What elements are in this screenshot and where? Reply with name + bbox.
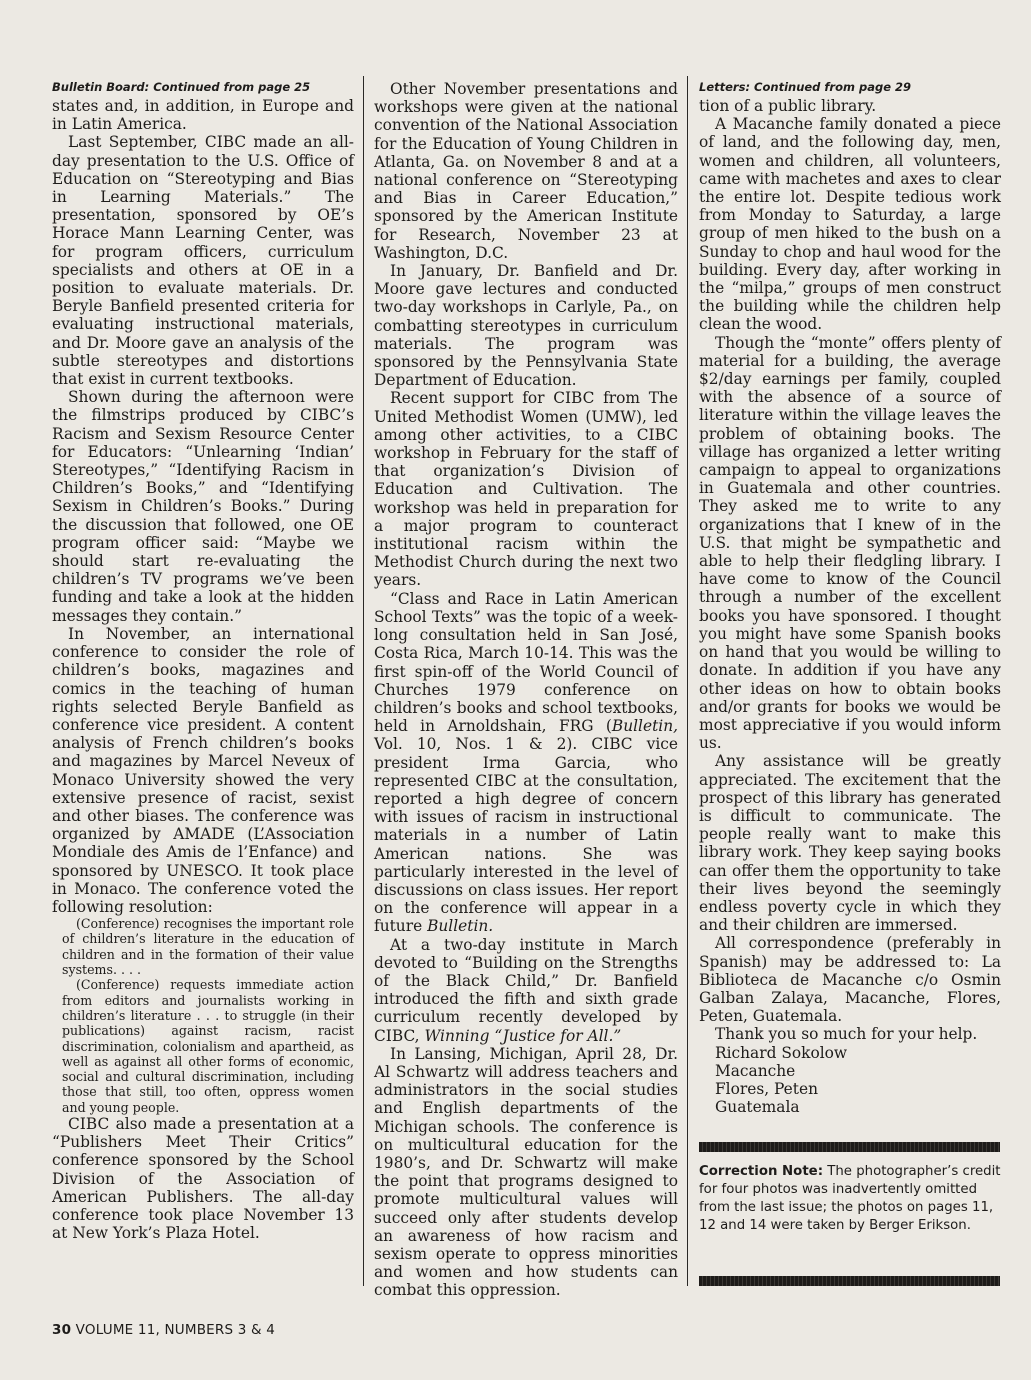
paragraph: All correspondence (preferably in Spanish) may be addressed to: La Biblioteca de Macanche c/o Osmin Galban Zalaya, Macanche, Flores, Peten, Guatemala. (699, 934, 1001, 1026)
column-rule (687, 76, 688, 1286)
page-footer (52, 1322, 275, 1338)
quote-paragraph: (Conference) requests immediate action from editors and journalists working in children’s literature . . . to struggle (in their publications) against racism, racist discrimination, colonialism and apartheid, as well as against all other forms of economic, social and cultural discrimination, including those that still, too often, oppress women and young people. (62, 977, 354, 1115)
correction-note (699, 1163, 1001, 1235)
paragraph: Shown during the afternoon were the filmstrips produced by CIBC’s Racism and Sexism Resource Center for Educators: “Unlearning ‘Indian’ Stereotypes,” “Identifying Racism in Children’s Books,” and “Identifying Sexism in Children’s Books.” During the discussion that followed, one OE program officer said: “Maybe we should start re-evaluating the children’s TV programs we’ve been funding and take a look at the hidden messages they contain.” (52, 388, 354, 625)
paragraph: In November, an international conference to consider the role of children’s books, magazines and comics in the teaching of human rights selected Beryle Banfield as conference vice president. A content analysis of French children’s books and magazines by Marcel Neveux of Monaco University showed the very extensive presence of racist, sexist and other biases. The conference was organized by AMADE (L’Association Mondiale des Amis de l’Enfance) and sponsored by UNESCO. It took place in Monaco. The conference voted the following resolution: (52, 624, 354, 916)
text-run: At a two-day institute in March devoted to “Building on the Strengths of the Black Child,” Dr. Banfield introduced the fifth and sixth grade curriculum recently developed by CIBC, (374, 935, 678, 1045)
correction-label: Correction Note: (699, 1164, 824, 1179)
text-run: Vol. 10, Nos. 1 & 2). CIBC vice president Irma Garcia, who represented CIBC at the consultation, reported a high degree of concern with issues of racism in instructional materials in a number of Latin American nations. She was particularly interested in the level of discussions on class issues. Her report on the conference will appear in a future (374, 735, 678, 936)
column-middle (374, 80, 678, 1300)
paragraph: Other November presentations and workshops were given at the national convention of the National Association for the Education of Young Children in Atlanta, Ga. on November 8 and at a national conference on “Stereotyping and Bias in Career Education,” sponsored by the American Institute for Research, November 23 at Washington, D.C. (374, 80, 678, 262)
signature-line: Flores, Peten (715, 1079, 818, 1098)
column-left (52, 80, 354, 1242)
paragraph: In Lansing, Michigan, April 28, Dr. Al Schwartz will address teachers and administrators in the social studies and English departments of the Michigan schools. The conference is on multicultural education for the 1980’s, and Dr. Schwartz will make the point that programs designed to promote multicultural values will succeed only after students develop an awareness of how racism and sexism operate to oppress minorities and women and how students can combat this oppression. (374, 1044, 678, 1300)
signature-line: Macanche (715, 1061, 796, 1080)
paragraph: Thank you so much for your help. (715, 1025, 978, 1044)
italic-title: Winning “Justice for All.” (424, 1026, 622, 1045)
continuation-kicker: Bulletin Board: Continued from page 25 (52, 80, 311, 94)
text-run: “Class and Race in Latin American School Texts” was the topic of a week-long consultation held in San José, Costa Rica, March 10-14. This was the first spin-off of the World Council of Churches 1979 conference on children’s books and school textbooks, held in Arnoldshain, FRG ( (374, 589, 678, 736)
page-number: 30 (52, 1322, 72, 1338)
quote-paragraph: (Conference) recognises the important role of children’s literature in the education of children and in the formation of their value systems. . . . (62, 916, 354, 978)
correction-text: The photographer’s credit for four photos was inadvertently omitted from the last issue; the photos on pages 11, 12 and 14 were taken by Berger Erikson. (699, 1164, 1001, 1233)
column-right (699, 80, 1001, 1116)
paragraph: CIBC also made a presentation at a “Publishers Meet Their Critics” conference sponsored by the School Division of the Association of American Publishers. The all-day conference took place November 13 at New York’s Plaza Hotel. (52, 1115, 354, 1243)
signature-line: Richard Sokolow (715, 1043, 848, 1062)
paragraph: Any assistance will be greatly appreciated. The excitement that the prospect of this library has generated is difficult to communicate. The people really want to make this library work. They keep saying books can offer them the opportunity to take their lives beyond the seemingly endless poverty cycle in which they and their children are immersed. (699, 752, 1001, 935)
paragraph: In January, Dr. Banfield and Dr. Moore gave lectures and conducted two-day workshops in Carlyle, Pa., on combatting stereotypes in curriculum materials. The program was sponsored by the Pennsylvania State Department of Education. (374, 262, 678, 390)
decorative-band (699, 1276, 1000, 1286)
resolution-quote (52, 916, 354, 1115)
signature-block (699, 1044, 1001, 1117)
italic-title: Bulletin, (611, 717, 678, 736)
paragraph: A Macanche family donated a piece of land, and the following day, men, women and children, all volunteers, came with machetes and axes to clear the entire lot. Despite tedious work from Monday to Saturday, a large group of men hiked to the bush on a Sunday to chop and haul wood for the building. Every day, after working in the “milpa,” groups of men construct the building while the children help clean the wood. (699, 115, 1001, 334)
signature-line: Guatemala (715, 1098, 800, 1117)
paragraph: Recent support for CIBC from The United Methodist Women (UMW), led among other activities, to a CIBC workshop in February for the staff of that organization’s Division of Education and Cultivation. The workshop was held in preparation for a major program to counteract institutional racism within the Methodist Church during the next two years. (374, 389, 678, 590)
paragraph: Though the “monte” offers plenty of material for a building, the average $2/day earnings per family, coupled with the absence of a source of literature within the village leaves the problem of obtaining books. The village has organized a letter writing campaign to appeal to organizations in Guatemala and other countries. They asked me to write to any organizations that I knew of in the U.S. that might be sympathetic and able to help their fledgling library. I have come to know of the Council through a number of the excellent books you have sponsored. I thought you might have some Spanish books on hand that you would be willing to donate. In addition if you have any other ideas on how to obtain books and/or grants for books we would be most appreciative if you would inform us. (699, 333, 1001, 753)
paragraph: Last September, CIBC made an all-day presentation to the U.S. Office of Education on “Stereotyping and Bias in Learning Materials.” The presentation, sponsored by OE’s Horace Mann Learning Center, was for program officers, curriculum specialists and others at OE in a position to evaluate materials. Dr. Beryle Banfield presented criteria for evaluating instructional materials, and Dr. Moore gave an analysis of the subtle stereotypes and distortions that exist in current textbooks. (52, 133, 354, 389)
paragraph (374, 936, 678, 1045)
decorative-band (699, 1142, 1000, 1152)
paragraph: tion of a public library. (699, 97, 877, 115)
paragraph: states and, in addition, in Europe and in Latin America. (52, 97, 354, 134)
italic-title: Bulletin. (427, 917, 494, 936)
issue-label: VOLUME 11, NUMBERS 3 & 4 (71, 1322, 276, 1338)
column-rule (363, 76, 364, 1286)
continuation-kicker: Letters: Continued from page 29 (699, 80, 912, 94)
paragraph (374, 590, 678, 936)
